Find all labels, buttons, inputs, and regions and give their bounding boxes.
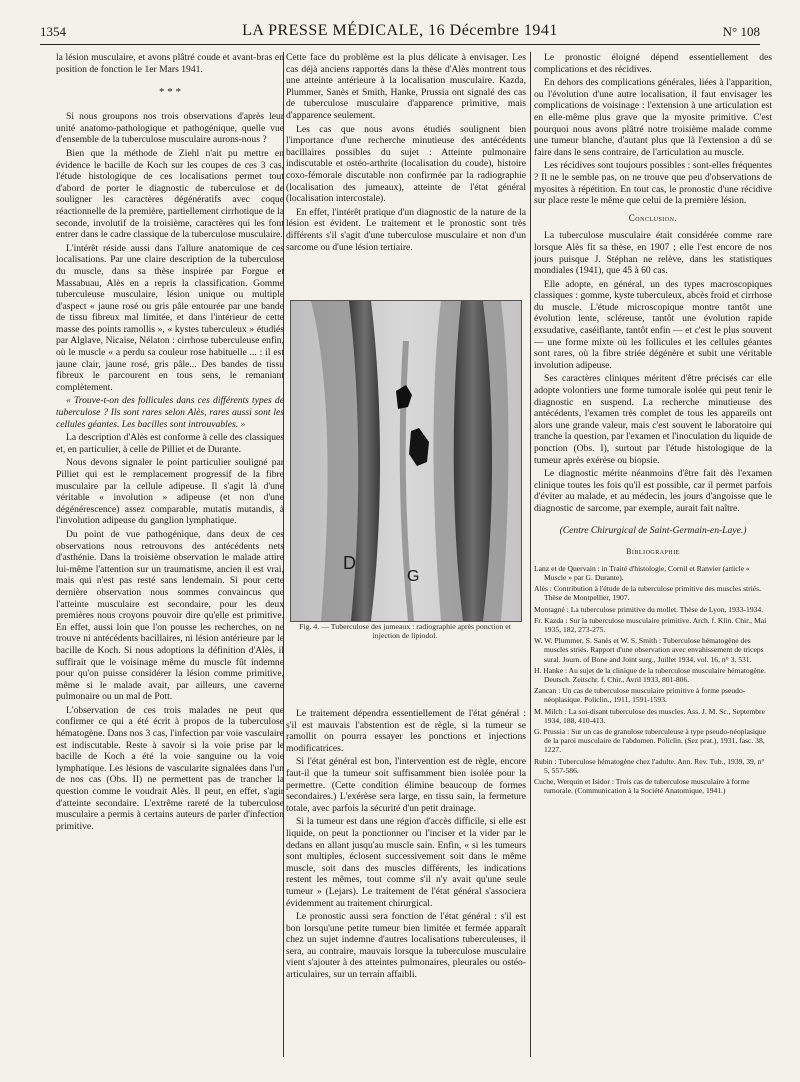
paragraph: la lésion musculaire, et avons plâtré coude et avant-bras en position de fonction le 1er Mars 1941. bbox=[56, 52, 284, 75]
paragraph: Si l'état général est bon, l'intervention est de règle, encore faut-il que la tumeur soit suffisamment bien isolée pour la permettre. (Cette condition élimine beaucoup de formes secondaires.) L'exérèse sera large, en tissu sain, la fermeture totale, avec parfois la sécurité d'un petit drainage. bbox=[286, 756, 526, 814]
column-middle-top bbox=[286, 52, 526, 284]
column-right bbox=[534, 52, 772, 1062]
paragraph: Cette face du problème est la plus délicate à envisager. Les cas déjà anciens rapportés dans la thèse d'Alès montrent tous une atteinte antérieure à la localisation musculaire. Kazda, Plummer, Sanès et Smith, Hanke, Prussia ont signalé des cas de tuberculose musculaire d'apparence primitive, mais d'apparence seulement. bbox=[286, 52, 526, 121]
paragraph: Si nous groupons nos trois observations d'après leur unité anatomo-pathologique et pathogénique, quelle vue d'ensemble de la tuberculose musculaire aurons-nous ? bbox=[56, 111, 284, 146]
paragraph: Elle adopte, en général, un des types macroscopiques classiques : gomme, kyste tuberculeux, abcès froid et cirrhose du muscle. L'étude microscopique montre tantôt une évolution lente, scléreuse, tantôt une évolution rapide exsudative, caséifiante, tantôt enfin — et c'est le plus souvent — une forme mixte où les follicules et les cellules géantes sont rares, où la fibre striée dégénère et subit une véritable involution adipeuse. bbox=[534, 278, 772, 371]
radiograph-figure bbox=[290, 300, 522, 622]
journal-title: LA PRESSE MÉDICALE, 16 Décembre 1941 bbox=[242, 22, 558, 39]
conclusion-heading: Conclusion. bbox=[628, 212, 678, 223]
bibliography-entry: Alès : Contribution à l'étude de la tuberculose primitive des muscles striés. Thèse de Montpellier, 1907. bbox=[534, 584, 762, 603]
paragraph: Si la tumeur est dans une région d'accès difficile, si elle est liquide, on peut la ponctionner ou l'inciser et la vider par le dedans en allant jusqu'au muscle sain. Enfin, « si les tumeurs sont multiples, éclosent successivement soit dans le même muscle, soit dans des muscles différents, les indications restent les mêmes, tout comme s'il n'y avait qu'une seule tumeur » (Lejars). Le traitement de l'état général s'associera évidemment au traitement chirurgical. bbox=[286, 816, 526, 909]
bibliography-entry: H. Hanke : Au sujet de la clinique de la tuberculose musculaire hématogène. Deutsch. Zeitschr. f. Chir., Avril 1933, 801-806. bbox=[534, 665, 766, 684]
paragraph: Le traitement dépendra essentiellement de l'état général : s'il est mauvais l'abstention est de règle, si la tumeur se ramollit on pourra essayer les ponctions et injections modificatrices. bbox=[286, 708, 526, 754]
column-divider bbox=[530, 52, 531, 1057]
paragraph: La tuberculose musculaire était considérée comme rare lorsque Alès fit sa thèse, en 1907 ; elle l'est encore de nos jours puisque J. Stéphan ne relève, dans les statistiques mondiales (1941), que 45 à 60 cas. bbox=[534, 230, 772, 277]
paragraph: Le diagnostic mérite néanmoins d'être fait dès l'examen clinique toutes les fois qu'il est possible, car il permet parfois d'éviter au malade, et au médecin, les jours d'angoisse que le diagnostic de sarcome, par exemple, aurait fait naître. bbox=[534, 468, 772, 514]
paragraph: Nous devons signaler le point particulier souligné par Pilliet qui est le remplacement progressif de la fibre musculaire par la cellule adipeuse. Il s'agit là d'une véritable « involution » adipeuse (et non d'une dégénérescence) assez comparable, mutatis mutandis, à l'involution adipeuse du ganglion lymphatique. bbox=[56, 457, 284, 527]
paragraph: L'observation de ces trois malades ne peut que confirmer ce qui a été écrit à propos de la tuberculose hématogène. Dans nos 3 cas, l'infection par voie vasculaire est indiscutable. Reste à savoir si la voie prise par le bacille de Koch a été la voie sanguine ou la voie lymphatique. Les lésions de vascularite signalées dans l'un de nos cas (Obs. II) ne permettent pas de trancher la question comme le voudrait Alès. Il peut, en effet, s'agir d'atteinte secondaire. L'extrême rareté de la tuberculose musculaire a permis à certains auteurs de parler d'infection primitive. bbox=[56, 704, 284, 832]
svg-text:G: G bbox=[407, 568, 420, 585]
paragraph: Les cas que nous avons étudiés soulignent bien l'importance d'une recherche minutieuse des antécédents bacillaires possibles du sujet : Atteinte pulmonaire indiscutable et ostéo-arthrite (localisation du coude), histoire coxo-fémorale discutable non confirmée par la radiographie (localisation des jumeaux), atteinte de l'état général (localisation intercostale). bbox=[286, 123, 526, 205]
affiliation-signature: (Centre Chirurgical de Saint-Germain-en-Laye.) bbox=[559, 524, 747, 536]
paragraph: Ses caractères cliniques méritent d'être précisés car elle adopte volontiers une forme tumorale isolée qui peut tenir le diagnostic en suspend. La recherche minutieuse des antécédents, l'examen très complet de tous les appareils ont alors une grande valeur, mais c'est souvent le laboratoire qui tranche la question, par l'examen et l'inoculation du liquide de ponction (Obs. I), surtout par l'étude histologique de la tumeur après exérèse ou biopsie. bbox=[534, 373, 772, 466]
bibliography-entry: M. Milch : La soi-disant tuberculose des muscles. Ass. J. M. Sc., Septembre 1934, 188, 410-413. bbox=[534, 706, 765, 725]
svg-text:D: D bbox=[343, 553, 356, 573]
paragraph: Le pronostic aussi sera fonction de l'état général : s'il est bon lorsqu'une petite tumeur bien limitée et fermée apparaît chez un sujet indemne d'autres localisations tuberculeuses, il sera, au contraire, mauvais lorsque la tuberculose musculaire vient s'ajouter à des atteintes pulmonaires, pleurales ou ostéo-articulaires, sur un terrain affaibli. bbox=[286, 911, 526, 981]
paragraph: En dehors des complications générales, liées à l'apparition, ou l'évolution d'une autre localisation, il faut envisager les complications de voisinage : l'extension à une articulation est en elle-même plus grave que la myosite primitive. C'est pourquoi nous avons plâtré notre troisième malade comme une tumeur blanche, d'autant plus que là l'extension a dû se faire dans le sens contraire, de l'articulation au muscle. bbox=[534, 77, 772, 158]
figure-caption: Fig. 4. — Tuberculose des jumeaux : radiographie après ponction et injection de lipiodol. bbox=[299, 622, 511, 641]
column-middle-bottom bbox=[286, 708, 526, 1064]
bibliography-entry: Fr. Kazda : Sur la tuberculose musculaire primitive. Arch. f. Klin. Chir., Mai 1935, 182, 273-275. bbox=[534, 615, 767, 634]
bibliography-entry: G. Prussia : Sur un cas de granulose tuberculeuse à type pseudo-néoplasique de la paroi musculaire de l'abdomen. Policlin. (Sez prat.), 1931, fasc. 38, 1227. bbox=[534, 727, 766, 755]
paragraph: Bien que la méthode de Ziehl n'ait pu mettre en évidence le bacille de Koch sur les coupes de ces 3 cas, l'étude histologique de ces localisations permet tout d'abord de porter le diagnostic de tuberculose et de souligner les caractères dégénératifs avec coque réactionnelle de la première, partiellement cirrhotique de la seconde, involutif de la troisième, caractères qui les font entrer dans le cadre classique de la tuberculose musculaire. bbox=[56, 147, 284, 241]
section-separator: * * * bbox=[159, 86, 181, 99]
bibliography-entry: Lanz et de Quervain : in Traité d'histologie, Cornil et Ranvier (article « Muscle » par G. Durante). bbox=[534, 563, 750, 582]
paragraph: Le pronostic éloigné dépend essentiellement des complications et des récidives. bbox=[534, 52, 772, 75]
page-number: 1354 bbox=[40, 24, 66, 39]
bibliography-entry: Rubin : Tuberculose hématogène chez l'adulte. Ann. Rev. Tub., 1939, 39, n° 5, 557-586. bbox=[534, 756, 765, 775]
column-left bbox=[56, 52, 284, 1062]
bibliography-entry: W. W. Plummer, S. Sanès et W. S. Smith : Tuberculose hématogène des muscles striés. Rapport d'une observation avec envahissement de triceps sural. Journ. of Bone and Joint surg., Juillet 1934, vol. 16, n° 3, 531. bbox=[534, 636, 764, 664]
paragraph: Les récidives sont toujours possibles : sont-elles fréquentes ? Il ne le semble pas, on ne trouve que peu d'observations de myosites à répétition. En tout cas, le pronostic d'une récidive sur place reste le même que celui de la première lésion. bbox=[534, 160, 772, 207]
paragraph: En effet, l'intérêt pratique d'un diagnostic de la nature de la lésion est évident. Le traitement et le pronostic sont très différents s'il s'agit d'une tuberculose musculaire et non d'un sarcome ou d'une lésion tertiaire. bbox=[286, 206, 526, 253]
bibliography-entry: Zancan : Un cas de tuberculose musculaire primitive à forme pseudo-néoplasique. Policlin., 1911, 1591-1593. bbox=[534, 686, 746, 705]
bibliography-entry: Montagné : La tuberculose primitive du mollet. Thèse de Lyon, 1933-1934. bbox=[534, 604, 764, 614]
paragraph: Du point de vue pathogénique, dans deux de ces observations nous retrouvons des antécédents nets d'asthénie. Dans la troisième observation le malade attire lui-même l'attention sur un traumatisme, ancien il est vrai, mais qui n'est pas resté sans lendemain. Si pour cette dernière observation nous sommes convaincus que l'atteinte musculaire est secondaire, pour les deux premières nous croyons pouvoir dire qu'elle est primitive. En effet, aussi loin que l'on pousse les recherches, on ne trouve ni antécédents bacillaires, ni lésion antérieure par le bacille de Koch. Si nous adoptions la définition d'Alès, il suffirait que le voisinage même du muscle fût indemne pour qu'on puisse considérer la lésion comme primitive, même si le malade avait, par ailleurs, une caverne pulmonaire ou un mal de Pott. bbox=[56, 528, 284, 703]
header-rule bbox=[40, 44, 760, 45]
bibliography-entry: Cuche, Werquin et Isidor : Trois cas de tuberculose musculaire à forme tumorale. (Communication à la Société Anatomique, 1941.) bbox=[534, 777, 750, 796]
paragraph: L'intérêt réside aussi dans l'allure anatomique de ces localisations. Par une claire description de la tuberculose du muscle, dans sa thèse inspirée par Forgue et Massabuau, Alès en a repris la classification. Gomme tuberculeuse musculaire, lésion unique ou multiple d'aspect « jaune rosé ou gris pâle entourée par une bande de tissu fibreux mal limitée, et dans l'intérieur de cette masse des points ramollis », « kystes tuberculeux » étudiés par Alglave, Nicaise, Nélaton : cirrhose tuberculeuse enfin, où le muscle « a perdu sa couleur rose habituelle ... : il est jaune clair, jaune rosé, gris pâle... Des bandes de tissu fibreux le parcourent en tous sens, le remaniant complètement. bbox=[56, 242, 284, 393]
bibliography-heading: Bibliographie bbox=[626, 547, 680, 557]
xray-image bbox=[291, 301, 521, 621]
paragraph: « Trouve-t-on des follicules dans ces différents types de tuberculose ? Ils sont rares selon Alès, rares aussi sont les cellules géantes. Les bacilles sont introuvables. » bbox=[56, 395, 284, 430]
issue-number: N° 108 bbox=[722, 24, 760, 39]
bibliography-list bbox=[534, 564, 772, 796]
paragraph: La description d'Alès est conforme à celle des classiques et, en particulier, à celle de Pilliet et de Durante. bbox=[56, 432, 284, 455]
page-header bbox=[40, 22, 760, 50]
